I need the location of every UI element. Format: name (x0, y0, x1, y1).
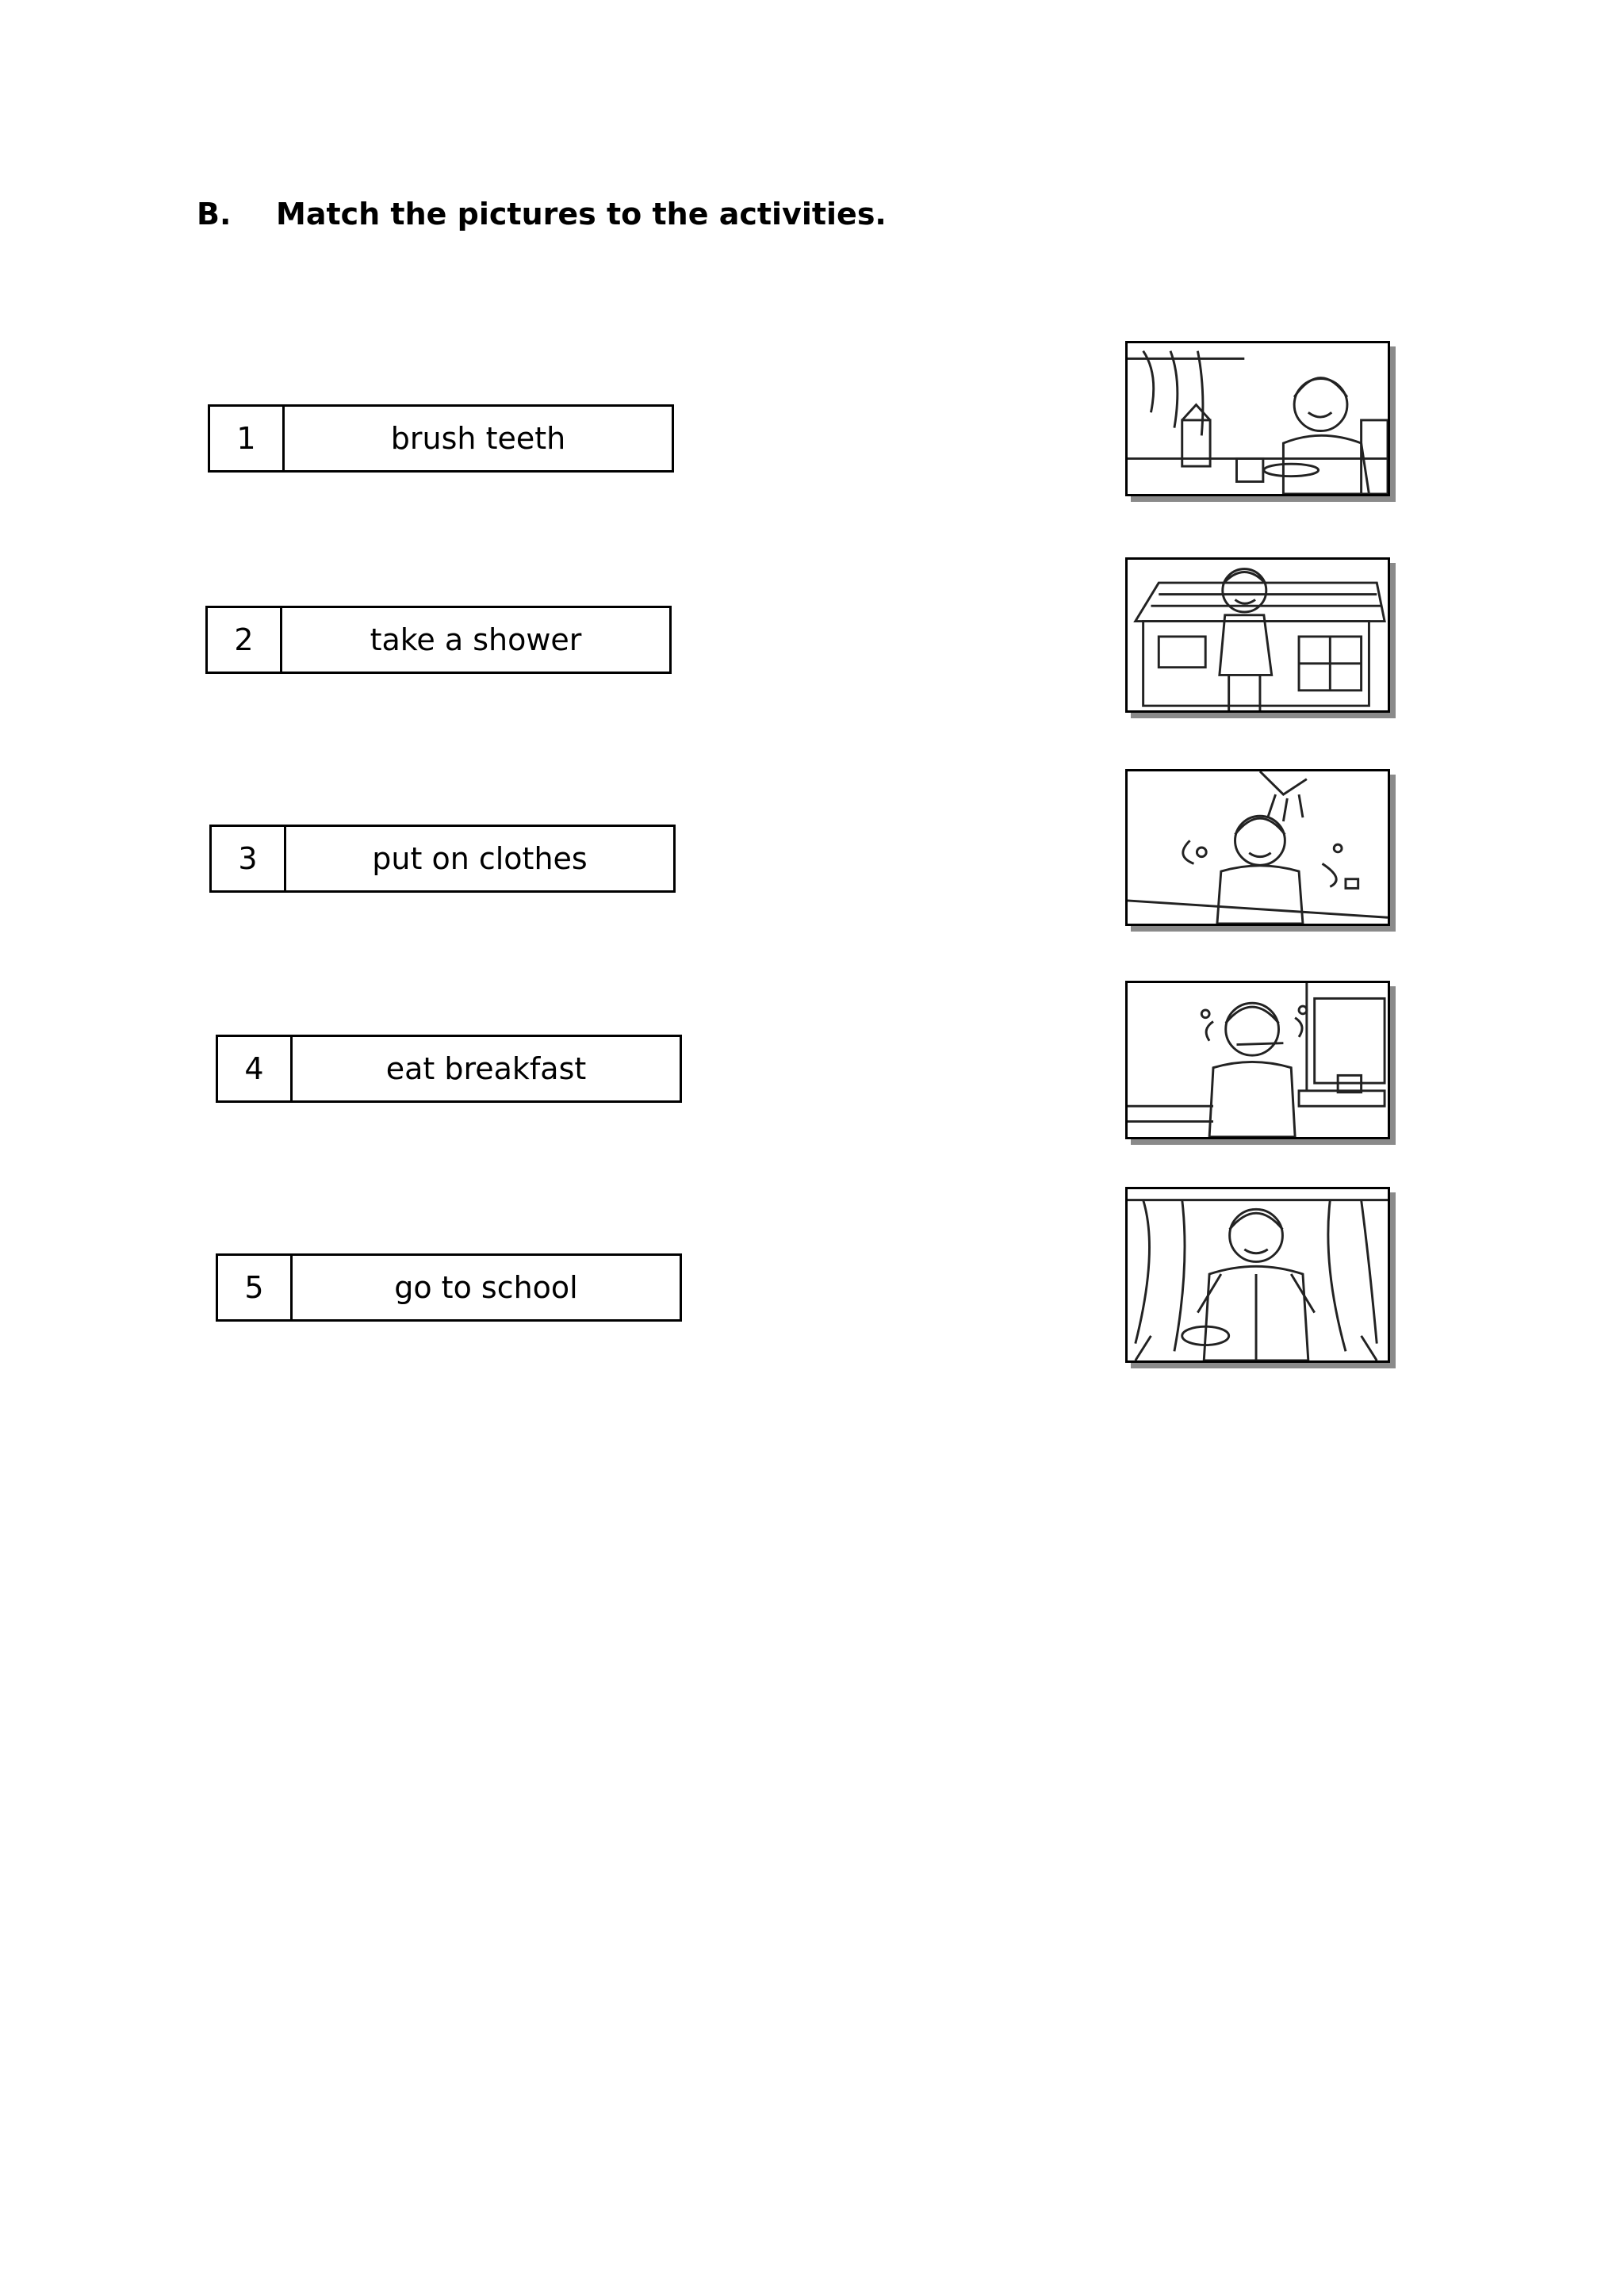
activity-box-2[interactable] (205, 606, 672, 674)
put-on-clothes-picture[interactable] (1125, 1187, 1390, 1363)
activity-label: go to school (394, 1270, 578, 1305)
eat-breakfast-illustration (1128, 343, 1388, 494)
put-on-clothes-illustration (1128, 1189, 1388, 1360)
activity-box-4[interactable] (216, 1035, 682, 1103)
activity-number: 1 (210, 407, 285, 470)
activity-label: eat breakfast (385, 1051, 587, 1086)
go-to-school-illustration (1128, 560, 1388, 710)
take-a-shower-picture[interactable] (1125, 769, 1390, 926)
instruction-text: Match the pictures to the activities. (276, 197, 887, 232)
activity-number: 2 (208, 608, 282, 672)
activity-label: put on clothes (372, 841, 588, 876)
activity-box-5[interactable] (216, 1253, 682, 1322)
brush-teeth-picture[interactable] (1125, 981, 1390, 1139)
activity-number: 4 (218, 1037, 293, 1100)
activity-box-3[interactable] (209, 825, 676, 893)
brush-teeth-illustration (1128, 983, 1388, 1137)
go-to-school-picture[interactable] (1125, 557, 1390, 713)
activity-number: 5 (218, 1256, 293, 1319)
exercise-heading (197, 197, 887, 232)
activity-box-1[interactable] (208, 404, 674, 473)
take-a-shower-illustration (1128, 771, 1388, 924)
section-letter: B. (197, 197, 232, 232)
activity-number: 3 (212, 827, 286, 890)
eat-breakfast-picture[interactable] (1125, 341, 1390, 496)
activity-label: brush teeth (390, 421, 566, 456)
activity-label: take a shower (370, 622, 582, 657)
